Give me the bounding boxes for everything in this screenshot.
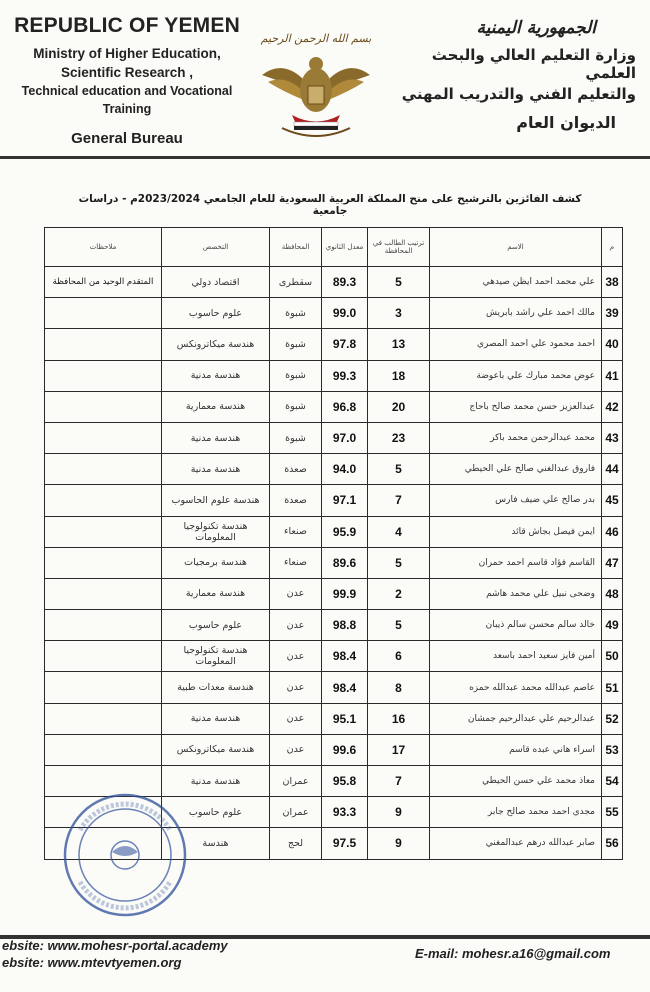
website-2: ebsite: www.mtevtyemen.org: [2, 955, 182, 970]
table-row: [45, 485, 623, 516]
cell-grade: 97.8: [322, 329, 368, 360]
cell-governorate: عمران: [270, 766, 322, 797]
cell-major: هندسة علوم الحاسوب: [162, 485, 270, 516]
cell-grade: 89.3: [322, 267, 368, 298]
cell-name: صابر عبدالله درهم عبدالمغني: [430, 828, 602, 859]
cell-rank: 7: [368, 485, 430, 516]
cell-governorate: شبوة: [270, 422, 322, 453]
cell-grade: 94.0: [322, 454, 368, 485]
cell-governorate: صنعاء: [270, 547, 322, 578]
table-row: [45, 329, 623, 360]
cell-grade: 99.6: [322, 734, 368, 765]
cell-name: علي محمد احمد ايظن صيدهي: [430, 267, 602, 298]
arabic-letterhead: [391, 18, 636, 132]
header-divider: [0, 156, 650, 159]
cell-notes: [45, 516, 162, 547]
cell-notes: [45, 703, 162, 734]
cell-governorate: عمران: [270, 797, 322, 828]
cell-name: مجدي احمد محمد صالح جابر: [430, 797, 602, 828]
cell-rank: 23: [368, 422, 430, 453]
cell-index: 48: [602, 578, 623, 609]
cell-grade: 99.0: [322, 298, 368, 329]
official-stamp-icon: [60, 790, 190, 920]
cell-name: بدر صالح علي ضيف فارس: [430, 485, 602, 516]
cell-index: 56: [602, 828, 623, 859]
cell-notes: [45, 578, 162, 609]
cell-name: وضحى نبيل علي محمد هاشم: [430, 578, 602, 609]
cell-index: 38: [602, 267, 623, 298]
cell-governorate: عدن: [270, 703, 322, 734]
cell-index: 41: [602, 360, 623, 391]
cell-name: فاروق عبدالغني صالح علي الحيطي: [430, 454, 602, 485]
bureau-name: General Bureau: [71, 130, 183, 147]
ministry-line-ar-1: وزارة التعليم العالي والبحث العلمي: [431, 46, 636, 82]
cell-major: هندسة مدنية: [162, 703, 270, 734]
english-letterhead: [12, 14, 242, 147]
header-governorate: المحافظة: [270, 228, 322, 267]
cell-grade: 95.1: [322, 703, 368, 734]
ministry-line-ar-2: والتعليم الفني والتدريب المهني: [401, 85, 636, 103]
cell-rank: 5: [368, 267, 430, 298]
cell-major: هندسة معدات طبية: [162, 672, 270, 703]
cell-notes: [45, 391, 162, 422]
cell-grade: 97.5: [322, 828, 368, 859]
cell-notes: [45, 547, 162, 578]
cell-notes: المتقدم الوحيد من المحافظة: [45, 267, 162, 298]
table-row: [45, 703, 623, 734]
cell-name: اسراء هاني عبده قاسم: [430, 734, 602, 765]
cell-major: علوم حاسوب: [162, 610, 270, 641]
cell-governorate: عدن: [270, 734, 322, 765]
cell-name: أمين فايز سعيد احمد باسعد: [430, 641, 602, 672]
cell-major: هندسة مدنية: [162, 360, 270, 391]
cell-name: محمد عبدالرحمن محمد باكر: [430, 422, 602, 453]
cell-grade: 89.6: [322, 547, 368, 578]
cell-governorate: عدن: [270, 578, 322, 609]
cell-governorate: لحج: [270, 828, 322, 859]
cell-index: 49: [602, 610, 623, 641]
cell-major: هندسة ميكاترونكس: [162, 734, 270, 765]
cell-index: 47: [602, 547, 623, 578]
cell-index: 44: [602, 454, 623, 485]
cell-grade: 99.9: [322, 578, 368, 609]
cell-index: 42: [602, 391, 623, 422]
table-row: [45, 547, 623, 578]
cell-major: هندسة معمارية: [162, 391, 270, 422]
document-title: كشف الفائزين بالترشيح على منح المملكة العربية السعودية للعام الجامعي 2023/2024م - دراسات جامعية: [78, 193, 582, 217]
cell-grade: 96.8: [322, 391, 368, 422]
cell-notes: [45, 610, 162, 641]
table-row: [45, 267, 623, 298]
header-index: م: [602, 228, 623, 267]
cell-major: هندسة تكنولوجيا المعلومات: [162, 641, 270, 672]
header-name: الاسم: [430, 228, 602, 267]
cell-index: 40: [602, 329, 623, 360]
header-rank: ترتيب الطالب في المحافظة: [368, 228, 430, 267]
cell-major: هندسة برمجيات: [162, 547, 270, 578]
cell-governorate: شبوة: [270, 329, 322, 360]
cell-rank: 17: [368, 734, 430, 765]
cell-governorate: شبوة: [270, 360, 322, 391]
cell-index: 50: [602, 641, 623, 672]
cell-governorate: شبوة: [270, 391, 322, 422]
email: E-mail: mohesr.a16@gmail.com: [415, 946, 611, 961]
cell-major: هندسة: [162, 828, 270, 859]
cell-index: 43: [602, 422, 623, 453]
cell-governorate: عدن: [270, 610, 322, 641]
cell-grade: 97.1: [322, 485, 368, 516]
cell-notes: [45, 422, 162, 453]
table-row: [45, 454, 623, 485]
header-grade: معدل الثانوي: [322, 228, 368, 267]
cell-notes: [45, 360, 162, 391]
ministry-line-1: Ministry of Higher Education,: [33, 46, 221, 61]
cell-governorate: سقطرى: [270, 267, 322, 298]
cell-name: احمد محمود علي احمد المصري: [430, 329, 602, 360]
website-1: ebsite: www.mohesr-portal.academy: [2, 938, 228, 953]
cell-name: مالك احمد علي راشد بابريش: [430, 298, 602, 329]
cell-notes: [45, 329, 162, 360]
letterhead: [0, 0, 650, 160]
candidates-table: [44, 227, 623, 860]
bureau-name-ar: الديوان العام: [516, 113, 616, 132]
table-row: [45, 641, 623, 672]
cell-major: هندسة ميكاترونكس: [162, 329, 270, 360]
table-row: [45, 298, 623, 329]
cell-rank: 7: [368, 766, 430, 797]
cell-major: اقتصاد دولي: [162, 267, 270, 298]
cell-notes: [45, 298, 162, 329]
cell-major: هندسة مدنية: [162, 422, 270, 453]
cell-governorate: شبوة: [270, 298, 322, 329]
cell-rank: 20: [368, 391, 430, 422]
table-header-row: [45, 228, 623, 267]
country-name-ar: الجمهورية اليمنية: [476, 18, 596, 38]
cell-governorate: صنعاء: [270, 516, 322, 547]
header-major: التخصص: [162, 228, 270, 267]
cell-major: هندسة معمارية: [162, 578, 270, 609]
cell-grade: 97.0: [322, 422, 368, 453]
cell-major: علوم حاسوب: [162, 797, 270, 828]
cell-grade: 98.8: [322, 610, 368, 641]
cell-notes: [45, 454, 162, 485]
cell-index: 45: [602, 485, 623, 516]
cell-index: 52: [602, 703, 623, 734]
cell-rank: 8: [368, 672, 430, 703]
cell-index: 46: [602, 516, 623, 547]
cell-grade: 95.9: [322, 516, 368, 547]
table-row: [45, 672, 623, 703]
cell-grade: 98.4: [322, 641, 368, 672]
table-row: [45, 610, 623, 641]
ministry-line-2: Scientific Research ,: [60, 65, 194, 80]
table-row: [45, 578, 623, 609]
table-row: [45, 360, 623, 391]
cell-rank: 9: [368, 828, 430, 859]
cell-name: خالد سالم محسن سالم ذيبان: [430, 610, 602, 641]
cell-notes: [45, 734, 162, 765]
cell-major: هندسة تكنولوجيا المعلومات: [162, 516, 270, 547]
footer: [0, 936, 650, 992]
cell-name: معاذ محمد علي حسن الحيطي: [430, 766, 602, 797]
cell-grade: 95.8: [322, 766, 368, 797]
cell-grade: 99.3: [322, 360, 368, 391]
cell-rank: 5: [368, 610, 430, 641]
cell-rank: 6: [368, 641, 430, 672]
cell-governorate: عدن: [270, 672, 322, 703]
cell-index: 55: [602, 797, 623, 828]
cell-major: هندسة مدنية: [162, 766, 270, 797]
cell-major: علوم حاسوب: [162, 298, 270, 329]
cell-name: عبدالعزيز حسن محمد صالح باحاج: [430, 391, 602, 422]
cell-major: هندسة مدنية: [162, 454, 270, 485]
cell-grade: 98.4: [322, 672, 368, 703]
country-name: REPUBLIC OF YEMEN: [14, 14, 240, 37]
cell-name: عوض محمد مبارك علي باعوضة: [430, 360, 602, 391]
cell-name: القاسم فؤاد قاسم احمد حمران: [430, 547, 602, 578]
cell-name: عاصم عبدالله محمد عبدالله حمزه: [430, 672, 602, 703]
cell-governorate: صعدة: [270, 485, 322, 516]
cell-name: عبدالرحيم علي عبدالرحيم جمشان: [430, 703, 602, 734]
cell-rank: 4: [368, 516, 430, 547]
cell-index: 39: [602, 298, 623, 329]
table-row: [45, 422, 623, 453]
table-row: [45, 516, 623, 547]
cell-governorate: صعدة: [270, 454, 322, 485]
cell-grade: 93.3: [322, 797, 368, 828]
cell-rank: 9: [368, 797, 430, 828]
cell-index: 53: [602, 734, 623, 765]
cell-rank: 5: [368, 547, 430, 578]
cell-governorate: عدن: [270, 641, 322, 672]
cell-notes: [45, 672, 162, 703]
cell-rank: 3: [368, 298, 430, 329]
yemen-emblem-icon: [252, 20, 380, 150]
cell-rank: 13: [368, 329, 430, 360]
cell-name: ايمن فيصل بجاش قائد: [430, 516, 602, 547]
cell-index: 51: [602, 672, 623, 703]
emblem-banner-text: بسم الله الرحمن الرحيم: [260, 32, 372, 45]
table-row: [45, 734, 623, 765]
cell-rank: 18: [368, 360, 430, 391]
cell-rank: 5: [368, 454, 430, 485]
cell-rank: 16: [368, 703, 430, 734]
header-notes: ملاحظات: [45, 228, 162, 267]
cell-rank: 2: [368, 578, 430, 609]
table-row: [45, 391, 623, 422]
cell-notes: [45, 641, 162, 672]
cell-notes: [45, 485, 162, 516]
ministry-line-3: Technical education and Vocational Training: [21, 84, 233, 116]
cell-index: 54: [602, 766, 623, 797]
